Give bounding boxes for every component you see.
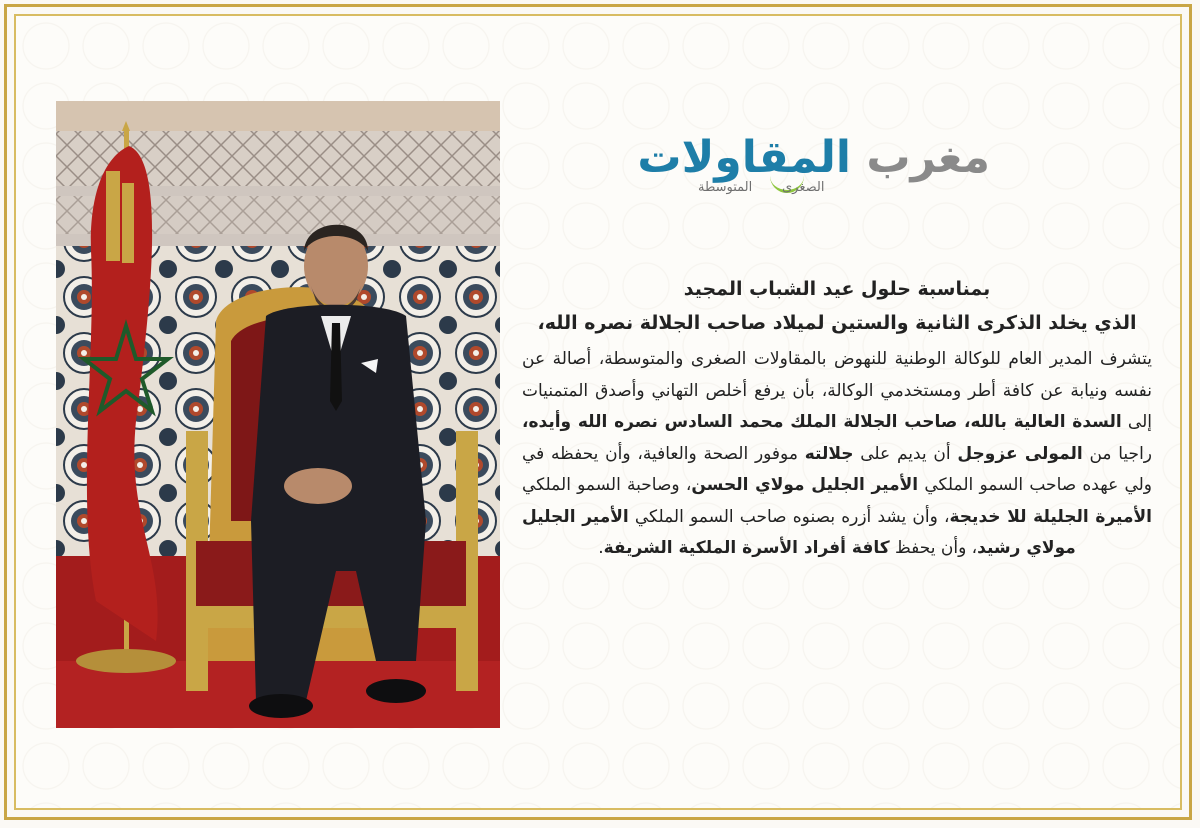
logo-sub-moutawassita: المتوسطة bbox=[698, 180, 753, 195]
logo-sub-soghra: الصغرى bbox=[782, 180, 825, 195]
body-text: موفور الصحة والعافية، وأن يحفظه في ولي عهده صاحب السمو الملكي bbox=[522, 443, 1152, 495]
body-text: راجيا من bbox=[1082, 443, 1152, 464]
body-bold: جلالته bbox=[804, 443, 854, 464]
body-bold: الأمير الجليل مولاي رشيد bbox=[522, 506, 1076, 558]
logo-word-moukawalat: المقاولات bbox=[637, 132, 851, 183]
congratulation-message bbox=[522, 272, 1152, 565]
body-text: ، وصاحبة السمو الملكي bbox=[522, 475, 692, 495]
message-body bbox=[522, 344, 1152, 565]
brand-logo bbox=[637, 130, 1010, 210]
message-heading-line1: بمناسبة حلول عيد الشباب المجيد bbox=[683, 278, 991, 300]
body-text: أن يديم على bbox=[853, 443, 958, 464]
body-bold: المولى عزوجل bbox=[957, 443, 1083, 464]
body-bold: كافة أفراد الأسرة الملكية الشريفة bbox=[603, 538, 890, 558]
royal-portrait bbox=[56, 101, 500, 728]
logo-word-maghrib: مغرب bbox=[866, 132, 990, 183]
body-text: ، وأن يحفظ bbox=[889, 538, 978, 558]
body-text: ، وأن يشد أزره بصنوه صاحب السمو الملكي bbox=[628, 506, 950, 527]
body-text: . bbox=[598, 538, 604, 558]
message-heading-line2: الذي يخلد الذكرى الثانية والستين لميلاد صاحب الجلالة نصره الله، bbox=[537, 312, 1137, 334]
body-bold: الأمير الجليل مولاي الحسن bbox=[691, 475, 919, 495]
logo-wordmark bbox=[637, 130, 990, 186]
body-bold: الأميرة الجليلة للا خديجة bbox=[949, 506, 1152, 527]
body-bold: السدة العالية بالله، صاحب الجلالة الملك محمد السادس نصره الله وأيده، bbox=[522, 412, 1122, 432]
body-text: يتشرف المدير العام للوكالة الوطنية للنهوض بالمقاولات الصغرى والمتوسطة، أصالة عن نفسه ونيابة عن كافة أطر ومستخدمي الوكالة، بأن يرفع أخلص التهاني وأصدق المتمنيات إلى bbox=[522, 349, 1152, 432]
